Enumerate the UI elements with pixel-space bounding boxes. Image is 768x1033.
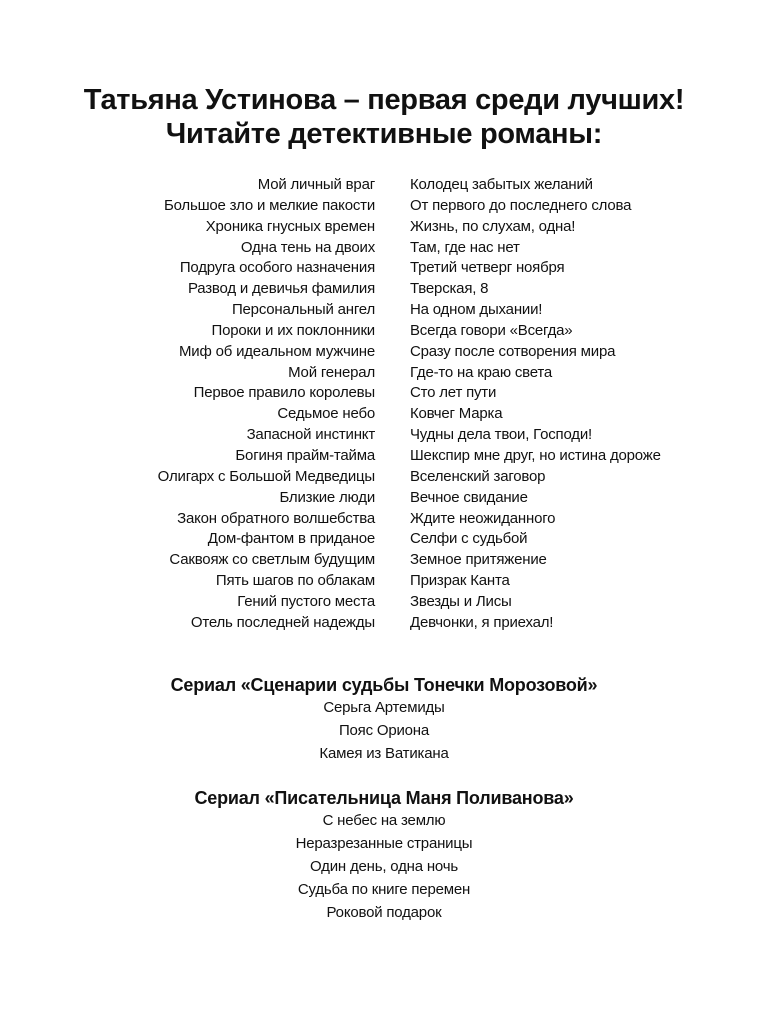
- novel-title: Третий четверг ноября: [410, 259, 565, 277]
- novel-title: На одном дыхании!: [410, 301, 543, 319]
- novel-title: Мой генерал: [288, 363, 375, 381]
- novel-title: Там, где нас нет: [410, 238, 520, 256]
- novel-titles-right-column: [410, 175, 661, 634]
- novel-title: Большое зло и мелкие пакости: [163, 196, 375, 214]
- novel-title: Колодец забытых желаний: [410, 176, 593, 193]
- novel-title: Пять шагов по облакам: [215, 572, 375, 590]
- novel-title: Персональный ангел: [231, 301, 375, 319]
- series-books-tonechka: [0, 696, 768, 765]
- novel-title: Отель последней надежды: [190, 613, 375, 631]
- series-book-title: Неразрезанные страницы: [295, 835, 473, 852]
- series-book-title: Роковой подарок: [326, 904, 442, 921]
- novel-title: Где-то на краю света: [410, 363, 553, 381]
- novel-title: От первого до последнего слова: [410, 196, 632, 214]
- novel-title: Вечное свидание: [410, 488, 528, 506]
- page-heading-author: Татьяна Устинова – первая среди лучших!: [83, 84, 685, 116]
- novel-title: Призрак Канта: [410, 572, 510, 590]
- novel-title: Сразу после сотворения мира: [410, 342, 616, 360]
- novel-title: Дом-фантом в приданое: [207, 530, 375, 548]
- novel-title: Близкие люди: [279, 488, 375, 506]
- novel-title: Миф об идеальном мужчине: [178, 342, 375, 360]
- novel-title: Сто лет пути: [410, 384, 497, 402]
- novel-title: Шекспир мне друг, но истина дороже: [410, 446, 661, 464]
- novel-titles-grid: [0, 175, 768, 635]
- page-heading-subtitle: Читайте детективные романы:: [165, 118, 603, 150]
- novel-titles-left-column: [158, 175, 375, 634]
- novel-title: Звезды и Лисы: [410, 592, 512, 610]
- series-book-title: Пояс Ориона: [338, 722, 430, 739]
- novel-title: Запасной инстинкт: [246, 426, 375, 444]
- novel-title: Одна тень на двоих: [240, 238, 375, 256]
- series-book-title: С небес на землю: [322, 812, 446, 829]
- novel-title: Развод и девичья фамилия: [187, 280, 375, 298]
- series-book-title: Один день, одна ночь: [310, 858, 458, 875]
- novel-title: Всегда говори «Всегда»: [410, 321, 573, 339]
- novel-title: Ждите неожиданного: [410, 509, 556, 527]
- novel-title: Мой личный враг: [257, 176, 375, 193]
- novel-title: Селфи с судьбой: [410, 530, 528, 548]
- novel-title: Вселенский заговор: [410, 467, 546, 485]
- series-books-manya: [0, 809, 768, 924]
- series-heading-manya: Сериал «Писательница Маня Поливанова»: [194, 788, 574, 808]
- novel-title: Гений пустого места: [237, 592, 375, 610]
- series-book-title: Серьга Артемиды: [323, 699, 445, 716]
- series-heading-tonechka: Сериал «Сценарии судьбы Тонечки Морозовой»: [170, 675, 598, 695]
- series-book-title: Судьба по книге перемен: [297, 881, 471, 898]
- novel-title: Земное притяжение: [410, 551, 547, 569]
- novel-title: Подруга особого назначения: [179, 259, 375, 277]
- novel-title: Хроника гнусных времен: [205, 217, 375, 235]
- series-book-title: Камея из Ватикана: [319, 745, 449, 762]
- novel-title: Пороки и их поклонники: [211, 321, 375, 339]
- novel-title: Девчонки, я приехал!: [410, 613, 554, 631]
- novel-title: Закон обратного волшебства: [177, 509, 375, 527]
- novel-title: Седьмое небо: [277, 405, 375, 423]
- novel-title: Богиня прайм-тайма: [235, 446, 375, 464]
- novel-title: Жизнь, по слухам, одна!: [410, 217, 576, 235]
- novel-title: Саквояж со светлым будущим: [169, 551, 375, 569]
- novel-title: Первое правило королевы: [193, 384, 375, 402]
- novel-title: Олигарх с Большой Медведицы: [157, 467, 375, 485]
- novel-title: Ковчег Марка: [410, 405, 503, 423]
- novel-title: Чудны дела твои, Господи!: [410, 426, 592, 444]
- novel-title: Тверская, 8: [410, 280, 489, 298]
